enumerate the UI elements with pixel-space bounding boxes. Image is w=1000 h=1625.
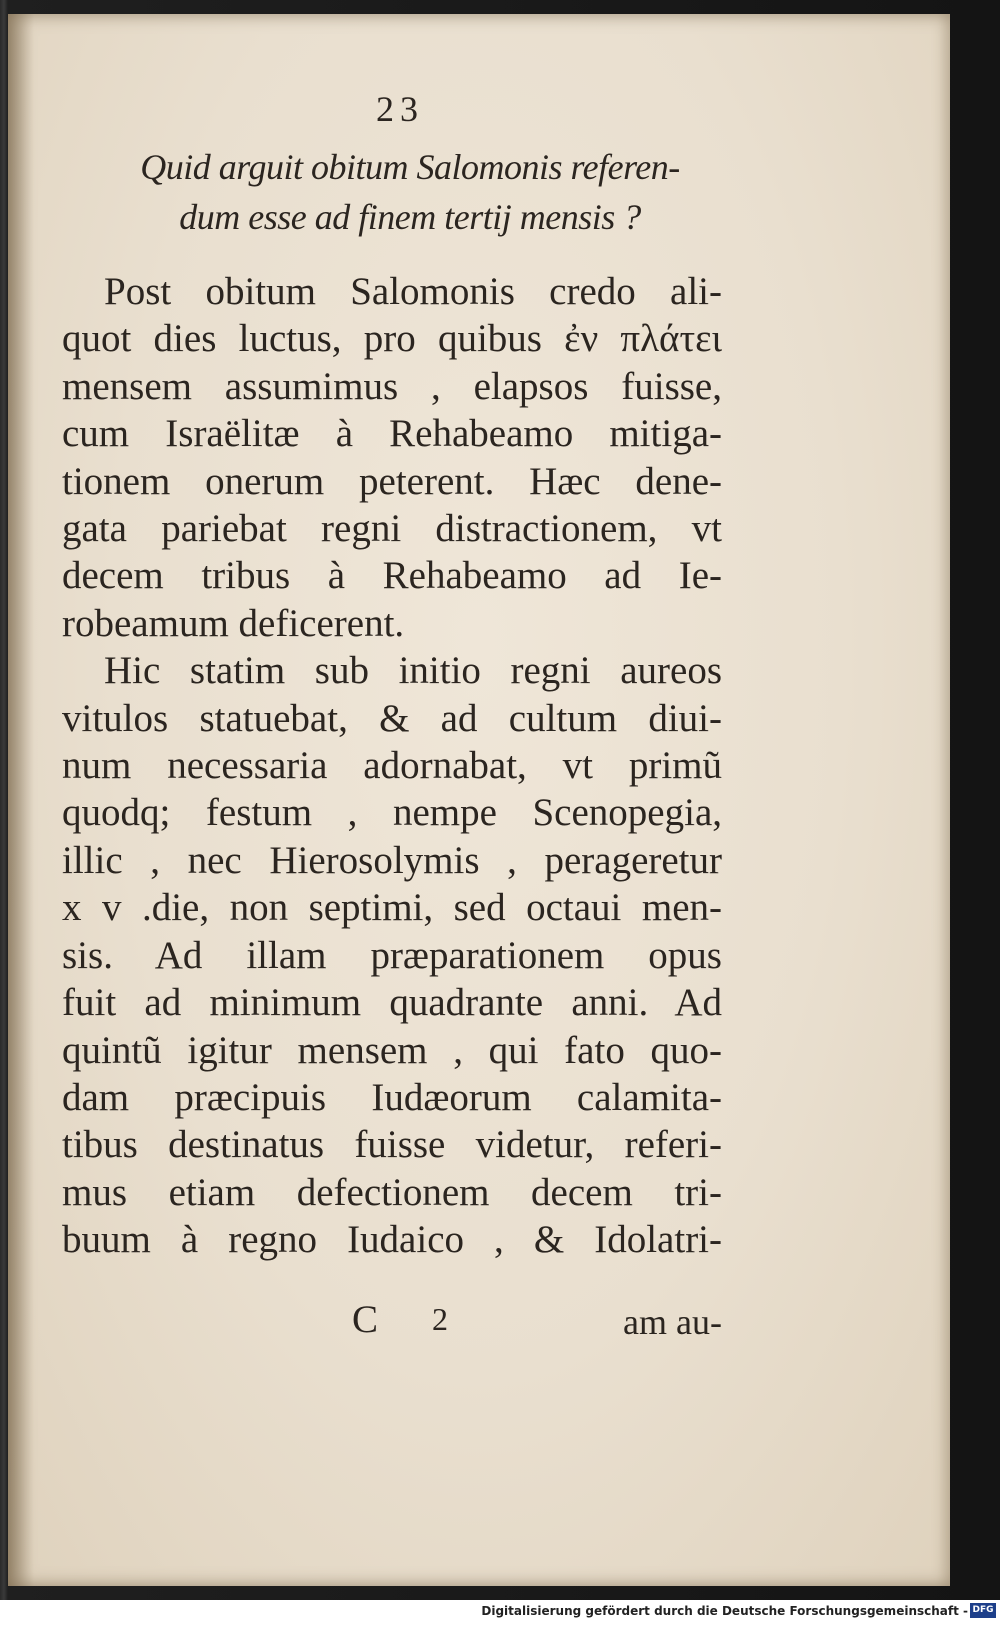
text-line: fuit ad minimum quadrante anni. Ad [62,981,722,1025]
text-line: buum à regno Iudaico , & Idolatri- [62,1218,722,1262]
signature-letter: C [352,1298,379,1341]
text-line: tionem onerum peterent. Hæc dene- [62,459,722,503]
text-line: tibus destinatus fuisse videtur, referi- [62,1123,722,1167]
dfg-logo: DFG [970,1603,996,1618]
signature-number: 2 [432,1301,448,1337]
text-line: decem tribus à Rehabeamo ad Ie- [62,554,722,598]
text-line: quot dies luctus, pro quibus ἐν πλάτει [62,317,722,361]
text-line: quintũ igitur mensem , qui fato quo- [62,1028,722,1072]
signature-line [62,1297,722,1347]
question-heading [80,142,740,242]
text-line: illic , nec Hierosolymis , perageretur [62,838,722,882]
page-number: 23 [376,89,424,129]
text-line: Post obitum Salomonis credo ali- [104,270,722,313]
question-line-1: Quid arguit obitum Salomonis referen- [140,147,680,187]
text-line: Hic statim sub initio regni aureos [104,649,722,693]
text-line: vitulos statuebat, & ad cultum diui- [62,696,722,740]
text-line: gata pariebat regni distractionem, vt [62,507,722,551]
text-line: dam præcipuis Iudæorum calamita- [62,1075,722,1119]
text-line: x v .die, non septimi, sed octaui men- [62,886,722,930]
footer-bar [0,1600,1000,1625]
text-line: mensem assumimus , elapsos fuisse, [62,364,722,408]
page-gutter-shadow [8,14,34,1586]
question-line-2: dum esse ad finem tertij mensis ? [179,197,641,237]
footer-credit: Digitalisierung gefördert durch die Deutsche Forschungsgemeinschaft - [481,1604,968,1618]
text-line: num necessaria adornabat, vt primũ [62,744,722,788]
text-line: cum Israëlitæ à Rehabeamo mitiga- [62,412,722,456]
text-line: mus etiam defectionem decem tri- [62,1170,722,1214]
catchword: am au- [623,1302,722,1342]
text-line: sis. Ad illam præparationem opus [62,933,722,977]
body-text [62,268,722,1264]
text-line: robeamum deficerent. [62,601,405,645]
text-line: quodq; festum , nempe Scenopegia, [62,791,722,835]
